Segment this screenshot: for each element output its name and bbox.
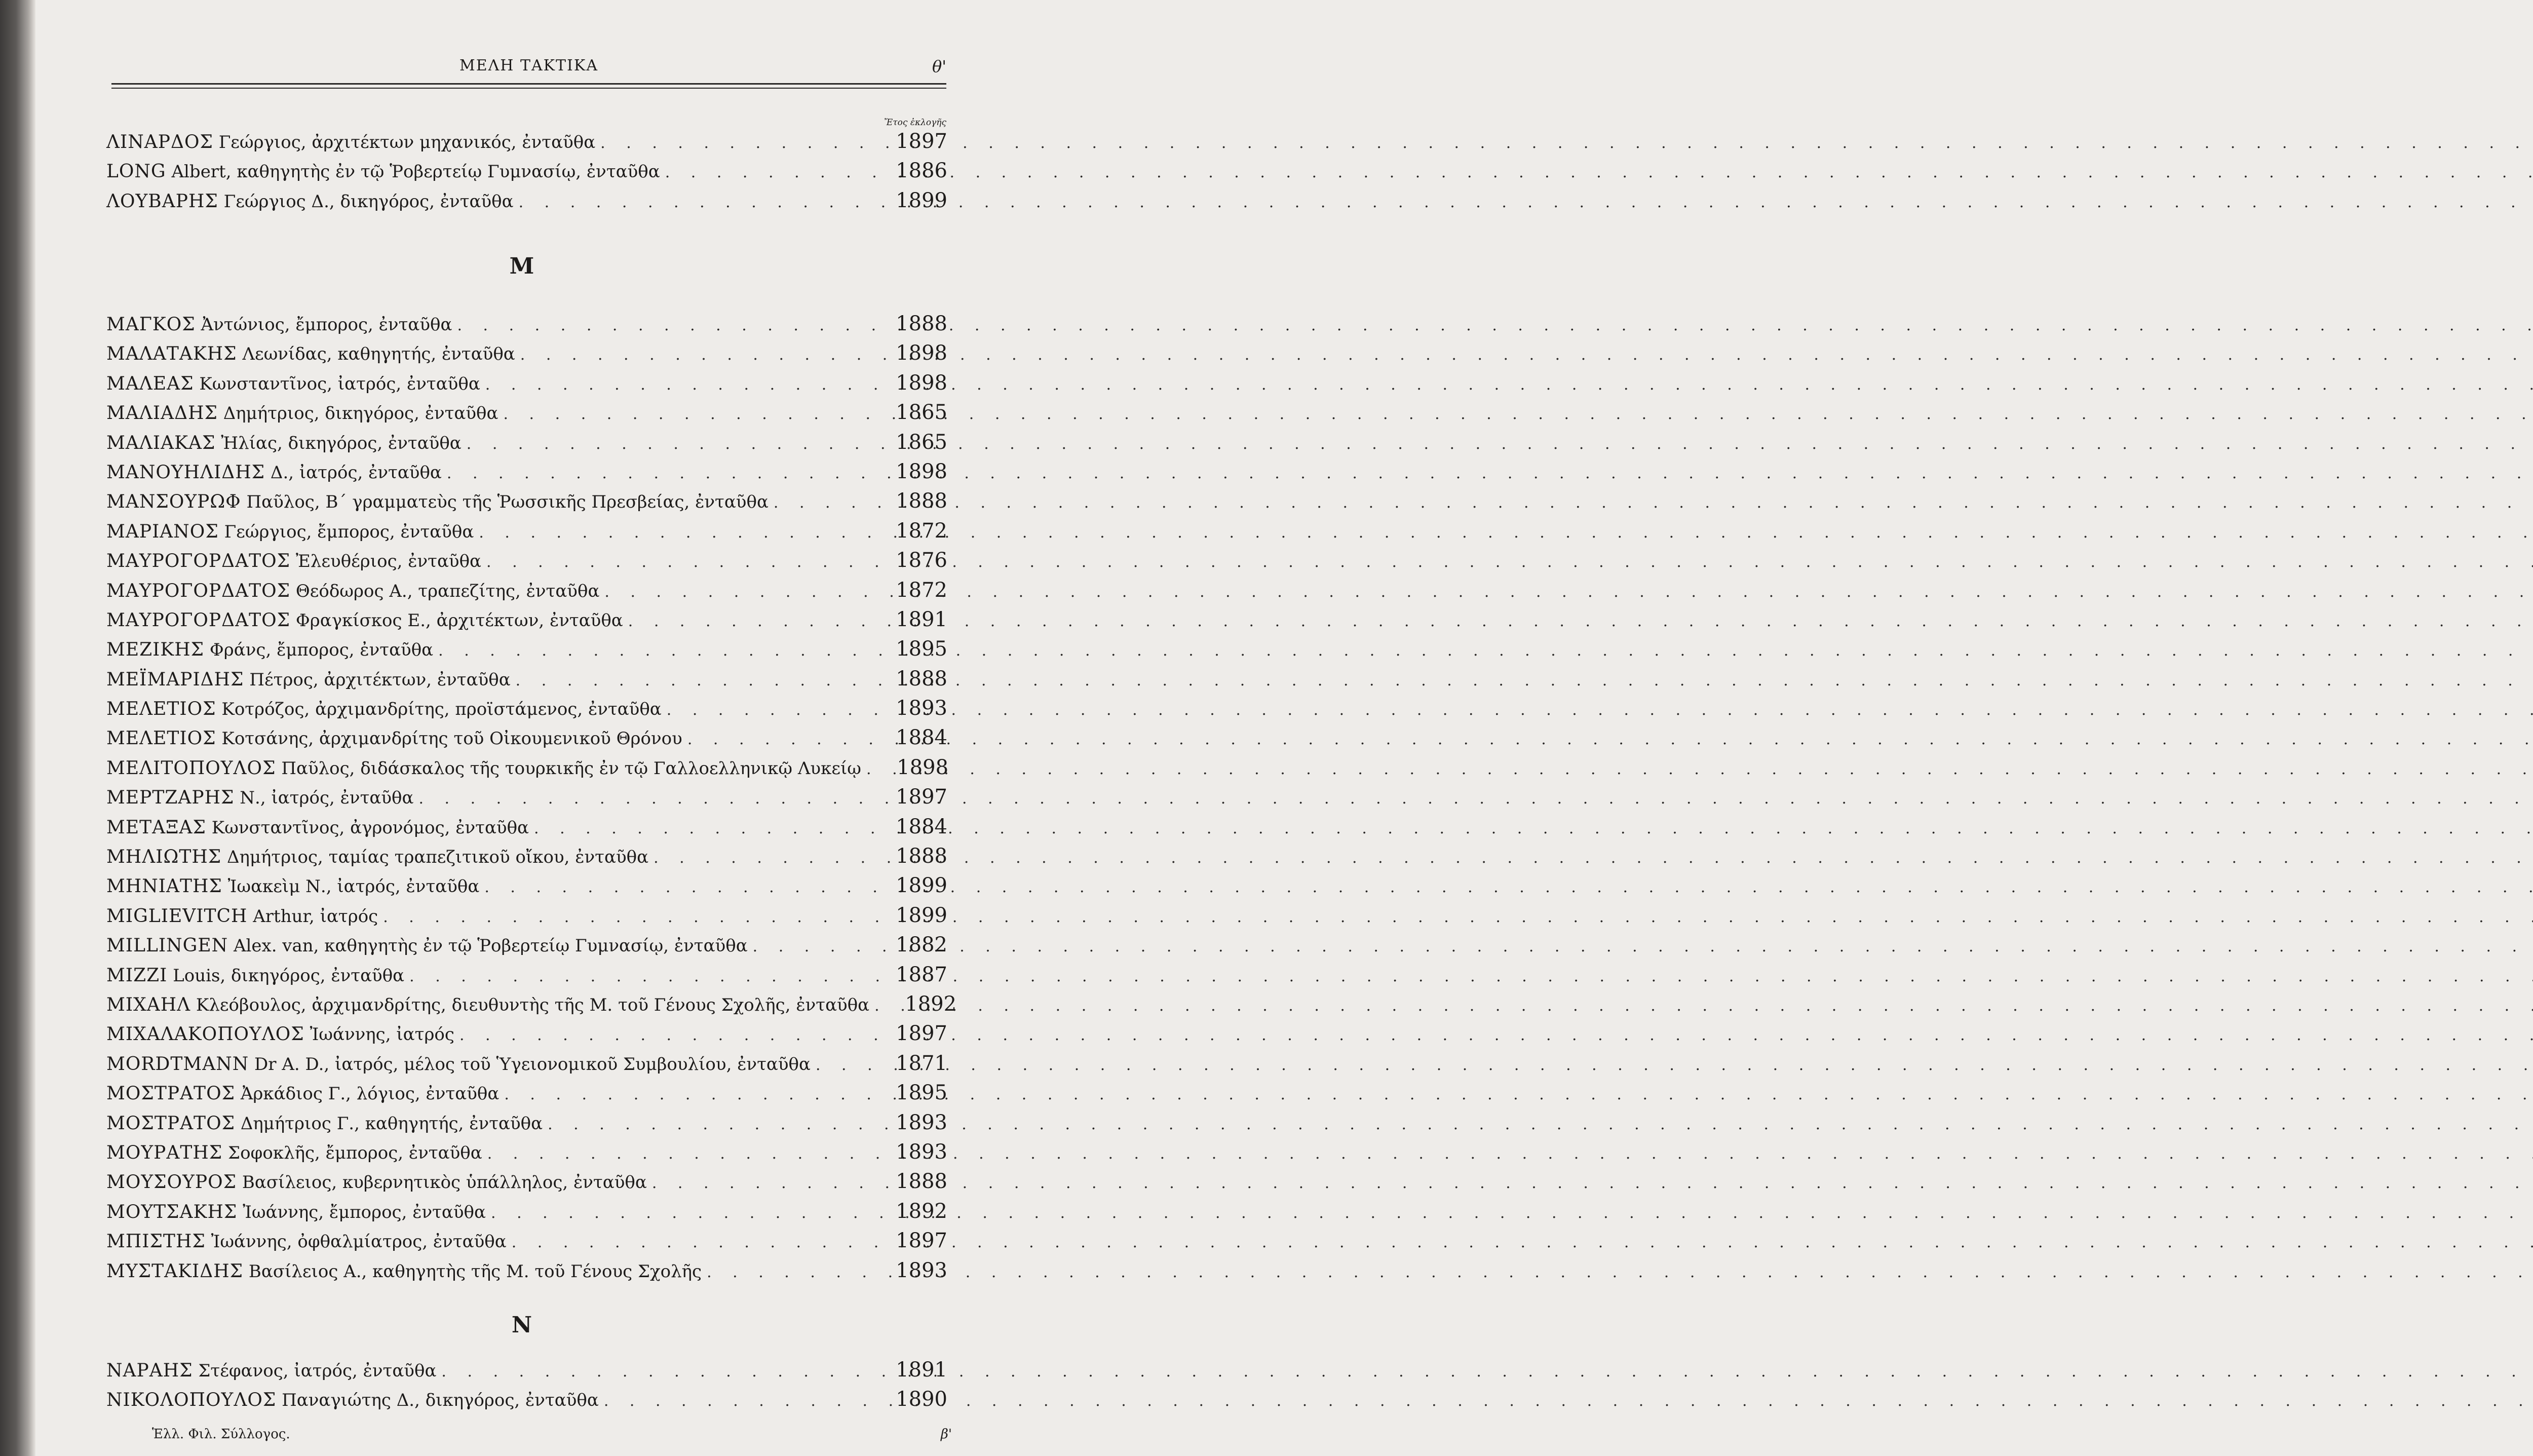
- member-surname: ΜΕΛΕΤΙΟΣ: [106, 728, 216, 749]
- member-entry: [106, 576, 947, 605]
- election-year: 1871: [896, 1051, 947, 1075]
- election-year: 1865: [896, 401, 947, 425]
- member-details: Δημήτριος, δικηγόρος, ἐνταῦθα: [217, 403, 498, 424]
- member-surname: ΜΕΤΑΞΑΣ: [106, 817, 206, 838]
- member-details: Δημήτριος, ταμίας τραπεζιτικοῦ οἴκου, ἐνταῦθα: [221, 847, 649, 868]
- member-entry: [106, 605, 947, 634]
- leader-dots: [491, 1199, 886, 1228]
- election-year: 1888: [896, 489, 947, 513]
- member-entry: [106, 841, 947, 871]
- leader-dots: [866, 755, 887, 784]
- member-details: Ἠλίας, δικηγόρος, ἐνταῦθα: [215, 433, 462, 453]
- election-year: 1887: [896, 963, 947, 986]
- leader-dots: [874, 991, 895, 1021]
- leader-dots: [520, 340, 886, 370]
- election-year: 1899: [896, 188, 947, 212]
- member-entry: [106, 186, 947, 215]
- member-entry: [106, 901, 947, 930]
- section-heading-m: Μ: [509, 253, 534, 279]
- leader-dots: [665, 158, 886, 187]
- member-surname: ΜΑΛΑΤΑΚΗΣ: [106, 343, 237, 365]
- member-surname: ΜΟΣΤΡΑΤΟΣ: [106, 1083, 236, 1104]
- member-details: Albert, καθηγητὴς ἐν τῷ Ῥοβερτείῳ Γυμνασίῳ, ἐνταῦθα: [166, 162, 660, 182]
- member-surname: ΜΙΧΑΗΛ: [106, 994, 191, 1015]
- member-details: Ἐλευθέριος, ἐνταῦθα: [290, 551, 482, 572]
- member-surname: ΜΑΥΡΟΓΟΡΔΑΤΟΣ: [106, 580, 291, 601]
- member-entry: [106, 782, 947, 812]
- member-surname: ΜΟΥΡΑΤΗΣ: [106, 1142, 223, 1163]
- leader-dots: [774, 488, 886, 518]
- leader-dots: [459, 1021, 886, 1050]
- leader-dots: [534, 814, 886, 844]
- member-entry: [106, 930, 947, 960]
- leader-dots: [512, 1228, 886, 1257]
- election-year: 1899: [896, 874, 947, 898]
- member-entry: [106, 338, 947, 368]
- running-header: [111, 53, 946, 78]
- member-surname: ΜΑΥΡΟΓΟΡΔΑΤΟΣ: [106, 609, 291, 631]
- member-surname: ΜΟΥΣΟΥΡΟΣ: [106, 1172, 237, 1193]
- leader-dots: [383, 903, 886, 932]
- member-details: Φράνς, ἔμπορος, ἐνταῦθα: [204, 640, 434, 661]
- election-year: 1893: [896, 1140, 947, 1164]
- member-entry: [106, 368, 947, 398]
- member-surname: ΜΕΛΙΤΟΠΟΥΛΟΣ: [106, 757, 276, 779]
- leader-dots: [485, 370, 886, 400]
- election-year: 1897: [896, 130, 947, 153]
- year-column-label: Ἔτος ἐκλογῆς: [884, 118, 946, 128]
- member-entry: [106, 309, 947, 338]
- election-year: 1865: [896, 430, 947, 454]
- member-surname: ΜΑΡΙΑΝΟΣ: [106, 521, 219, 542]
- member-details: Παῦλος, Β΄ γραμματεὺς τῆς Ῥωσσικῆς Πρεσβείας, ἐνταῦθα: [241, 492, 769, 513]
- member-details: Παναγιώτης Δ., δικηγόρος, ἐνταῦθα: [276, 1390, 599, 1411]
- member-entry: [106, 1167, 947, 1196]
- member-entry: [106, 753, 947, 782]
- section-heading-n: Ν: [511, 1312, 532, 1338]
- member-details: Παῦλος, διδάσκαλος τῆς τουρκικῆς ἐν τῷ Γαλλοελληνικῷ Λυκείῳ: [276, 758, 862, 779]
- member-entry: [106, 516, 947, 546]
- leader-dots: [467, 430, 886, 459]
- member-surname: MIGLIEVITCH: [106, 905, 248, 927]
- election-year: 1898: [896, 459, 947, 483]
- leader-dots: [503, 400, 886, 429]
- leader-dots: [418, 784, 886, 814]
- election-year: 1888: [896, 667, 947, 691]
- leader-dots: [409, 962, 886, 991]
- member-details: Γεώργιος Δ., δικηγόρος, ἐνταῦθα: [218, 191, 514, 212]
- election-year: 1897: [896, 1022, 947, 1046]
- member-entry: [106, 634, 947, 664]
- member-entry: [106, 694, 947, 723]
- leader-dots: [604, 578, 886, 607]
- footer-sheet-mark: β': [940, 1427, 952, 1442]
- member-list-lambda: [106, 127, 947, 215]
- member-details: Κλεόβουλος, ἀρχιμανδρίτης, διευθυντὴς τῆς Μ. τοῦ Γένους Σχολῆς, ἐνταῦθα: [190, 994, 870, 1015]
- member-details: Arthur, ἰατρός: [247, 906, 378, 927]
- election-year: 1895: [896, 1081, 947, 1105]
- page-footer: [51, 1427, 967, 1447]
- election-year: 1890: [896, 1388, 947, 1411]
- page-header-title: ΜΕΛΗ ΤΑΚΤΙΚΑ: [459, 57, 598, 74]
- member-surname: ΜΕΡΤΖΑΡΗΣ: [106, 787, 235, 809]
- member-surname: ΜΕΖΙΚΗΣ: [106, 639, 205, 661]
- leader-dots: [604, 1387, 886, 1416]
- member-entry: [106, 1226, 947, 1255]
- member-surname: ΜΑΛΙΑΔΗΣ: [106, 403, 218, 424]
- leader-dots: [504, 1080, 886, 1109]
- leader-dots: [479, 518, 886, 548]
- member-entry: [106, 486, 947, 516]
- member-details: Δ., ἰατρός, ἐνταῦθα: [265, 462, 442, 483]
- member-details: Στέφανος, ἰατρός, ἐνταῦθα: [193, 1361, 437, 1381]
- member-entry: [106, 1019, 947, 1048]
- header-rule-bottom: [111, 88, 946, 89]
- election-year: 1872: [896, 578, 947, 602]
- member-surname: ΜΑΛΕΑΣ: [106, 373, 194, 394]
- member-surname: ΜΑΝΣΟΥΡΩΦ: [106, 491, 241, 513]
- member-entry: [106, 1355, 947, 1385]
- member-surname: ΜΕΪΜΑΡΙΔΗΣ: [106, 669, 244, 690]
- member-entry: [106, 960, 947, 989]
- election-year: 1891: [896, 1358, 947, 1382]
- member-details: Πέτρος, ἀρχιτέκτων, ἐνταῦθα: [244, 669, 511, 690]
- member-surname: ΜΕΛΕΤΙΟΣ: [106, 699, 216, 720]
- leader-dots: [816, 1051, 886, 1080]
- member-surname: ΜΠΙΣΤΗΣ: [106, 1231, 206, 1252]
- member-entry: [106, 1385, 947, 1414]
- member-details: Louis, δικηγόρος, ἐνταῦθα: [167, 965, 405, 986]
- member-details: Ἰωακεὶμ Ν., ἰατρός, ἐνταῦθα: [222, 876, 480, 897]
- election-year: 1897: [896, 785, 947, 809]
- member-entry: [106, 156, 947, 185]
- member-details: Κωνσταντῖνος, ἰατρός, ἐνταῦθα: [194, 373, 480, 394]
- member-surname: ΜΙΧΑΛΑΚΟΠΟΥΛΟΣ: [106, 1024, 304, 1045]
- member-entry: [106, 546, 947, 575]
- leader-dots: [487, 1139, 886, 1169]
- member-entry: [106, 723, 947, 752]
- leader-dots: [753, 932, 886, 962]
- document-page: [96, 30, 957, 1444]
- member-entry: [106, 989, 957, 1019]
- member-details: Ἰωάννης, ὀφθαλμίατρος, ἐνταῦθα: [205, 1232, 507, 1252]
- leader-dots: [457, 311, 886, 340]
- election-year: 1884: [896, 726, 947, 750]
- election-year: 1892: [905, 992, 957, 1016]
- member-details: Κοτσάνης, ἀρχιμανδρίτης τοῦ Οἰκουμενικοῦ Θρόνου: [216, 729, 682, 749]
- member-details: Ν., ἰατρός, ἐνταῦθα: [234, 788, 414, 809]
- member-details: Λεωνίδας, καθηγητής, ἐνταῦθα: [237, 344, 515, 365]
- member-entry: [106, 1108, 947, 1137]
- member-surname: ΜΥΣΤΑΚΙΔΗΣ: [106, 1260, 244, 1282]
- election-year: 1886: [896, 159, 947, 183]
- election-year: 1888: [896, 845, 947, 868]
- leader-dots: [438, 636, 886, 666]
- election-year: 1898: [896, 371, 947, 395]
- member-details: Φραγκίσκος Ε., ἀρχιτέκτων, ἐνταῦθα: [290, 610, 623, 631]
- member-entry: [106, 1256, 947, 1285]
- election-year: 1892: [896, 1199, 947, 1223]
- leader-dots: [519, 188, 886, 217]
- leader-dots: [707, 1258, 886, 1287]
- member-entry: [106, 1049, 947, 1078]
- member-details: Θεόδωρος Α., τραπεζίτης, ἐνταῦθα: [290, 581, 600, 601]
- election-year: 1891: [896, 607, 947, 631]
- leader-dots: [548, 1110, 886, 1139]
- leader-dots: [654, 844, 886, 873]
- election-year: 1882: [896, 933, 947, 957]
- member-details: Κοτρόζος, ἀρχιμανδρίτης, προϊστάμενος, ἐνταῦθα: [216, 699, 662, 720]
- member-surname: ΜΟΣΤΡΑΤΟΣ: [106, 1113, 236, 1134]
- election-year: 1893: [896, 1110, 947, 1134]
- member-entry: [106, 428, 947, 457]
- leader-dots: [484, 873, 886, 902]
- header-rule-top: [111, 83, 946, 85]
- member-entry: [106, 127, 947, 156]
- election-year: 1893: [896, 1258, 947, 1282]
- member-surname: ΜΟΥΤΣΑΚΗΣ: [106, 1201, 238, 1222]
- page-number: θ': [932, 57, 946, 76]
- member-surname: ΛΟΥΒΑΡΗΣ: [106, 190, 218, 212]
- member-surname: MILLINGEN: [106, 935, 228, 956]
- member-details: Δημήτριος Γ., καθηγητής, ἐνταῦθα: [235, 1113, 543, 1134]
- leader-dots: [652, 1169, 886, 1198]
- member-surname: ΜΗΝΙΑΤΗΣ: [106, 876, 222, 897]
- member-details: Γεώργιος, ἀρχιτέκτων μηχανικός, ἐνταῦθα: [213, 132, 596, 152]
- member-details: Alex. van, καθηγητὴς ἐν τῷ Ῥοβερτείῳ Γυμνασίῳ, ἐνταῦθα: [228, 936, 748, 956]
- member-details: Ἰωάννης, ἔμπορος, ἐνταῦθα: [237, 1202, 486, 1222]
- member-entry: [106, 457, 947, 486]
- member-entry: [106, 1078, 947, 1107]
- election-year: 1884: [896, 815, 947, 838]
- member-surname: ΜΑΥΡΟΓΟΡΔΑΤΟΣ: [106, 551, 291, 572]
- member-surname: ΛΙΝΑΡΔΟΣ: [106, 132, 213, 152]
- book-binding-edge: [0, 0, 35, 1456]
- member-details: Ἰωάννης, ἰατρός: [304, 1024, 454, 1045]
- leader-dots: [687, 725, 886, 754]
- member-surname: ΜΗΛΙΩΤΗΣ: [106, 847, 222, 868]
- member-surname: MIZZI: [106, 965, 168, 986]
- member-details: Κωνσταντῖνος, ἀγρονόμος, ἐνταῦθα: [206, 817, 529, 838]
- election-year: 1872: [896, 519, 947, 543]
- member-details: Dr A. D., ἰατρός, μέλος τοῦ Ὑγειονομικοῦ Συμβουλίου, ἐνταῦθα: [249, 1054, 811, 1075]
- member-surname: ΜΑΓΚΟΣ: [106, 314, 196, 335]
- leader-dots: [628, 607, 886, 636]
- member-list-m: [106, 309, 957, 1285]
- member-surname: ΝΑΡΑΗΣ: [106, 1360, 193, 1381]
- member-details: Βασίλειος, κυβερνητικὸς ὑπάλληλος, ἐνταῦθα: [237, 1172, 647, 1193]
- member-surname: ΝΙΚΟΛΟΠΟΥΛΟΣ: [106, 1390, 277, 1411]
- leader-dots: [600, 129, 886, 158]
- election-year: 1897: [896, 1229, 947, 1253]
- leader-dots: [516, 666, 886, 696]
- member-entry: [106, 1137, 947, 1167]
- footer-signature: Ἑλλ. Φιλ. Σύλλογος.: [152, 1427, 290, 1442]
- member-entry: [106, 1197, 947, 1226]
- member-surname: ΜΑΝΟΥΗΛΙΔΗΣ: [106, 462, 265, 483]
- member-details: Γεώργιος, ἔμπορος, ἐνταῦθα: [218, 521, 474, 542]
- member-entry: [106, 871, 947, 900]
- member-surname: MORDTMANN: [106, 1053, 249, 1075]
- leader-dots: [447, 459, 886, 488]
- election-year: 1895: [896, 637, 947, 661]
- election-year: 1898: [897, 755, 949, 779]
- election-year: 1888: [896, 1170, 947, 1194]
- member-details: Ἀντώνιος, ἔμπορος, ἐνταῦθα: [195, 315, 452, 335]
- member-surname: ΜΑΛΙΑΚΑΣ: [106, 432, 216, 453]
- election-year: 1893: [896, 697, 947, 720]
- election-year: 1888: [896, 312, 947, 335]
- member-entry: [106, 812, 947, 841]
- election-year: 1898: [896, 341, 947, 365]
- member-details: Βασίλειος Α., καθηγητὴς τῆς Μ. τοῦ Γένους Σχολῆς: [243, 1261, 702, 1282]
- member-details: Ἀρκάδιος Γ., λόγιος, ἐνταῦθα: [235, 1084, 500, 1104]
- leader-dots: [441, 1357, 886, 1387]
- member-list-n: [106, 1355, 947, 1414]
- leader-dots: [667, 696, 886, 725]
- election-year: 1876: [896, 549, 947, 572]
- member-entry: [106, 398, 947, 427]
- election-year: 1899: [896, 903, 947, 927]
- leader-dots: [486, 548, 886, 577]
- member-entry: [106, 664, 947, 694]
- member-surname: LONG: [106, 161, 166, 182]
- member-details: Σοφοκλῆς, ἔμπορος, ἐνταῦθα: [222, 1142, 482, 1163]
